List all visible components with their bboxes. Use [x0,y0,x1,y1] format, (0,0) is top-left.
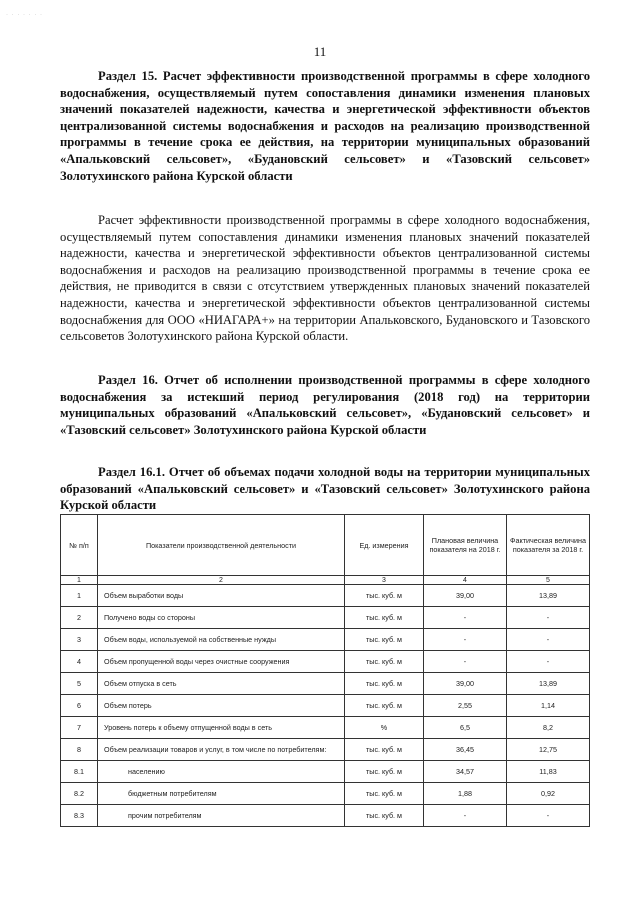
header-no: № п/п [61,515,98,576]
section-16-heading: Раздел 16. Отчет об исполнении производственной программы в сфере холодного водоснабжения за истекший период регулирования (2018 год) на территории муниципальных образований «Апальковский сельсовет», «Будановский сельсовет» и «Тазовский сельсовет» Золотухинского района Курской области [60,373,590,437]
water-supply-report-table [60,514,590,827]
row-indicator: Уровень потерь к объему отпущенной воды в сеть [98,717,345,739]
row-plan-value: 34,57 [424,761,507,783]
row-fact-value: - [507,607,590,629]
row-unit: тыс. куб. м [345,651,424,673]
table-row [61,607,590,629]
row-fact-value: - [507,629,590,651]
row-unit: тыс. куб. м [345,629,424,651]
row-fact-value: 8,2 [507,717,590,739]
table-row [61,651,590,673]
row-number: 8.1 [61,761,98,783]
row-indicator: Объем воды, используемой на собственные нужды [98,629,345,651]
row-unit: тыс. куб. м [345,673,424,695]
row-plan-value: - [424,607,507,629]
row-fact-value: 11,83 [507,761,590,783]
row-plan-value: - [424,629,507,651]
row-number: 6 [61,695,98,717]
row-plan-value: 39,00 [424,673,507,695]
row-indicator: Получено воды со стороны [98,607,345,629]
row-plan-value: 39,00 [424,585,507,607]
row-plan-value: - [424,805,507,827]
row-indicator: прочим потребителям [98,805,345,827]
row-fact-value: 12,75 [507,739,590,761]
row-fact-value: 0,92 [507,783,590,805]
row-fact-value: 13,89 [507,585,590,607]
page-number: 11 [313,44,327,59]
header-indicator: Показатели производственной деятельности [98,515,345,576]
header-fact: Фактическая величина показателя за 2018 г. [507,515,590,576]
row-number: 1 [61,585,98,607]
row-indicator: Объем выработки воды [98,585,345,607]
row-unit: тыс. куб. м [345,739,424,761]
row-indicator: Объем реализации товаров и услуг, в том числе по потребителям: [98,739,345,761]
row-unit: тыс. куб. м [345,805,424,827]
row-plan-value: 2,55 [424,695,507,717]
row-indicator: Объем потерь [98,695,345,717]
table-row [61,695,590,717]
table-row [61,629,590,651]
row-unit: тыс. куб. м [345,761,424,783]
table-row [61,585,590,607]
row-plan-value: - [424,651,507,673]
row-number: 8 [61,739,98,761]
row-unit: % [345,717,424,739]
row-plan-value: 36,45 [424,739,507,761]
row-fact-value: - [507,805,590,827]
table-row [61,739,590,761]
row-fact-value: 13,89 [507,673,590,695]
row-number: 8.2 [61,783,98,805]
column-number: 4 [424,576,507,585]
row-number: 2 [61,607,98,629]
scan-artifact: · · · · · · · [6,12,43,18]
row-fact-value: - [507,651,590,673]
column-number-row [61,576,590,585]
row-unit: тыс. куб. м [345,607,424,629]
row-number: 5 [61,673,98,695]
row-number: 7 [61,717,98,739]
row-unit: тыс. куб. м [345,585,424,607]
row-unit: тыс. куб. м [345,695,424,717]
row-indicator: бюджетным потребителям [98,783,345,805]
column-number: 1 [61,576,98,585]
table-row [61,805,590,827]
table-header-row [61,515,590,576]
row-indicator: населению [98,761,345,783]
table-row [61,761,590,783]
row-unit: тыс. куб. м [345,783,424,805]
column-number: 3 [345,576,424,585]
section-15-body: Расчет эффективности производственной программы в сфере холодного водоснабжения, осуществляемый путем сопоставления динамики изменения плановых значений показателей надежности, качества и энергетической эффективности объектов централизованной системы водоснабжения и расходов на реализацию производственной программы в течение срока ее действия, не приводится в связи с отсутствием утвержденных плановых значений показателей надежности, качества и энергетической эффективности объектов централизованной системы водоснабжения для ООО «НИАГАРА+» на территории Апальковского, Будановского и Тазовского сельсоветов Золотухинского района Курской области. [60,213,590,344]
column-number: 2 [98,576,345,585]
column-number: 5 [507,576,590,585]
table-row [61,783,590,805]
section-16-1-heading: Раздел 16.1. Отчет об объемах подачи холодной воды на территории муниципальных образований «Апальковский сельсовет» и «Тазовский сельсовет» Золотухинского района Курской области [60,465,590,513]
row-number: 4 [61,651,98,673]
table-row [61,717,590,739]
row-plan-value: 6,5 [424,717,507,739]
row-indicator: Объем отпуска в сеть [98,673,345,695]
section-15-heading: Раздел 15. Расчет эффективности производственной программы в сфере холодного водоснабжения, осуществляемый путем сопоставления динамики изменения плановых значений показателей надежности, качества и энергетической эффективности объектов централизованной системы водоснабжения и расходов на реализацию производственной программы в течение срока ее действия, на территории муниципальных образований «Апальковский сельсовет», «Будановский сельсовет» и «Тазовский сельсовет» Золотухинского района Курской области [60,69,590,183]
row-number: 8.3 [61,805,98,827]
row-number: 3 [61,629,98,651]
header-unit: Ед. измерения [345,515,424,576]
row-indicator: Объем пропущенной воды через очистные сооружения [98,651,345,673]
row-plan-value: 1,88 [424,783,507,805]
row-fact-value: 1,14 [507,695,590,717]
table-row [61,673,590,695]
header-plan: Плановая величина показателя на 2018 г. [424,515,507,576]
